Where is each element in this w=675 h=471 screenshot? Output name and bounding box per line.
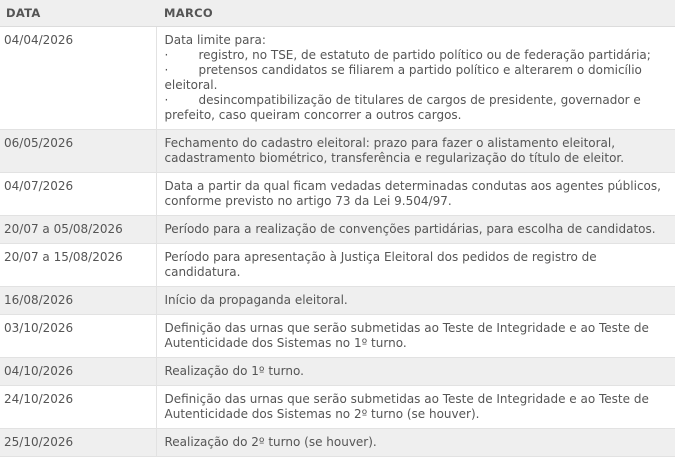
table-row (0, 27, 675, 130)
header-row (0, 0, 675, 27)
row-event: Realização do 2º turno (se houver). (156, 429, 675, 457)
table-header (0, 0, 675, 27)
table-row (0, 358, 675, 386)
row-event: Período para apresentação à Justiça Eleitoral dos pedidos de registro de candidatura. (156, 244, 675, 287)
table-row (0, 315, 675, 358)
row-event: Realização do 1º turno. (156, 358, 675, 386)
bullet-icon: · (164, 48, 169, 62)
row-event: Definição das urnas que serão submetidas ao Teste de Integridade e ao Teste de Autenticidade dos Sistemas no 1º turno. (156, 315, 675, 358)
bullet-icon: · (164, 63, 169, 77)
row-date: 03/10/2026 (0, 315, 156, 358)
row-event: Fechamento do cadastro eleitoral: prazo para fazer o alistamento eleitoral, cadastramento biométrico, transferência e regularização do título de eleitor. (156, 130, 675, 173)
column-header-date: DATA (0, 0, 156, 27)
row-date: 04/10/2026 (0, 358, 156, 386)
row-event (156, 27, 675, 130)
bullet-text: registro, no TSE, de estatuto de partido político ou de federação partidária; (198, 48, 651, 62)
bullet-text: pretensos candidatos se filiarem a partido político e alterarem o domicílio eleitoral. (164, 63, 642, 92)
event-bullet-item (165, 63, 668, 93)
table-row (0, 386, 675, 429)
row-date: 06/05/2026 (0, 130, 156, 173)
event-bullet-item (165, 48, 668, 63)
row-event: Definição das urnas que serão submetidas ao Teste de Integridade e ao Teste de Autenticidade dos Sistemas no 2º turno (se houver). (156, 386, 675, 429)
table-body (0, 27, 675, 457)
row-date: 04/07/2026 (0, 173, 156, 216)
table-row (0, 429, 675, 457)
event-bullet-item (165, 93, 668, 123)
row-date: 20/07 a 15/08/2026 (0, 244, 156, 287)
row-event: Início da propaganda eleitoral. (156, 287, 675, 315)
row-date: 04/04/2026 (0, 27, 156, 130)
bullet-text: desincompatibilização de titulares de cargos de presidente, governador e prefeito, caso queiram concorrer a outros cargos. (164, 93, 641, 122)
table-row (0, 244, 675, 287)
row-date: 25/10/2026 (0, 429, 156, 457)
table-row (0, 130, 675, 173)
row-event: Data a partir da qual ficam vedadas determinadas condutas aos agentes públicos, conforme previsto no artigo 73 da Lei 9.504/97. (156, 173, 675, 216)
row-date: 24/10/2026 (0, 386, 156, 429)
table-row (0, 216, 675, 244)
table-row (0, 173, 675, 216)
event-intro: Data limite para: (164, 33, 266, 47)
row-date: 16/08/2026 (0, 287, 156, 315)
column-header-event: MARCO (156, 0, 675, 27)
table-row (0, 287, 675, 315)
bullet-icon: · (164, 93, 169, 107)
row-event: Período para a realização de convenções partidárias, para escolha de candidatos. (156, 216, 675, 244)
row-date: 20/07 a 05/08/2026 (0, 216, 156, 244)
